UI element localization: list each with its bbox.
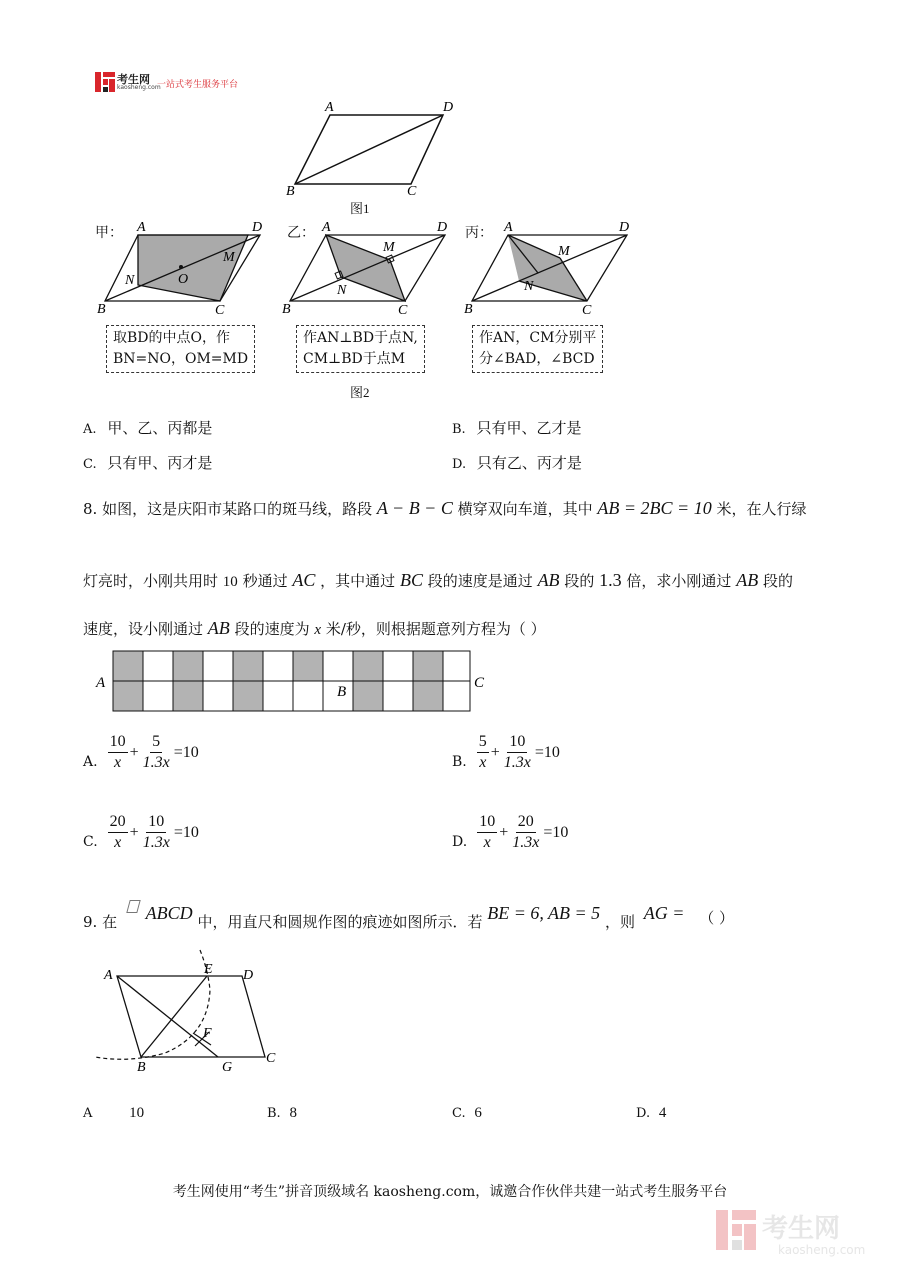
q8-c-n2: 10	[146, 813, 166, 833]
q9-label-f: F	[203, 1026, 212, 1041]
brand-name: 考生网	[117, 73, 150, 86]
q8-d-n2: 20	[516, 813, 536, 833]
yi-label-d: D	[437, 220, 448, 235]
q9-t3: ，则	[604, 913, 635, 931]
q8-option-a-frac1	[108, 733, 128, 772]
q7-option-c	[83, 453, 212, 475]
q8-option-b-frac2	[502, 733, 533, 772]
q8-l2-t1: 灯亮时，小刚共用时	[83, 572, 219, 590]
q9-given: BE = 6, AB = 5	[487, 903, 601, 923]
q9-paren: （ ）	[699, 909, 734, 927]
q8-d-op: +	[499, 823, 509, 841]
q9-label-g: G	[222, 1060, 233, 1075]
q8-c-d1: x	[114, 834, 122, 851]
figure-1	[280, 96, 470, 196]
parallelogram-symbol-icon	[126, 900, 140, 913]
q7-option-d	[452, 453, 582, 475]
q9-label-b: B	[137, 1060, 146, 1075]
q8-l2-ac: AC	[292, 570, 316, 590]
bing-note-box	[472, 325, 603, 373]
q9-option-a	[83, 1102, 144, 1124]
q8-d-rhs: =10	[543, 823, 569, 841]
q8-b-d2: 1.3x	[503, 754, 531, 771]
q8-a-n2: 5	[150, 733, 162, 753]
yi-label-a: A	[322, 220, 331, 235]
q8-l3-t1: 速度，设小刚通过	[83, 620, 204, 638]
jia-note-line1: 取BD的中点O，作	[113, 330, 230, 346]
yi-label-n: N	[337, 283, 347, 298]
q7-option-c-letter: C.	[83, 457, 97, 472]
q8-b-op: +	[490, 743, 500, 761]
q8-d-d2: 1.3x	[512, 834, 540, 851]
figure-2-bing	[462, 216, 642, 321]
q8-l1-prefix: 8. 如图，这是庆阳市某路口的斑马线，路段	[83, 500, 373, 518]
watermark-name: 考生网	[762, 1214, 841, 1244]
q8-l2-secs: 10	[222, 574, 238, 590]
q8-line-2	[83, 570, 793, 592]
q8-c-d2: 1.3x	[142, 834, 170, 851]
q8-option-b-letter: B.	[452, 754, 467, 770]
yi-label-m: M	[383, 240, 395, 255]
q7-option-d-letter: D.	[452, 457, 467, 472]
q8-option-a-frac2	[141, 733, 172, 772]
fig1-label-a: A	[325, 100, 334, 115]
q8-l2-t3: ，其中通过	[320, 572, 396, 590]
q8-c-op: +	[129, 823, 139, 841]
zebra-label-b: B	[337, 684, 347, 700]
jia-label-c: C	[215, 303, 225, 318]
figure-2-yi	[280, 216, 460, 321]
q8-c-rhs: =10	[173, 823, 199, 841]
fig1-label-d: D	[443, 100, 454, 115]
q9-label-e: E	[204, 962, 213, 977]
jia-note-box	[106, 325, 255, 373]
q8-l3-t3: 米/秒，则根据题意列方程为（ ）	[325, 620, 546, 638]
q9-option-b-letter: B.	[267, 1106, 281, 1121]
yi-tag: 乙：	[287, 225, 315, 241]
q8-l3-ab: AB	[207, 618, 230, 638]
q8-l3-t2: 段的速度为	[234, 620, 310, 638]
q8-option-d-letter: D.	[452, 834, 468, 850]
jia-label-b: B	[97, 302, 106, 317]
figure-2-caption: 图2	[350, 385, 370, 400]
q9-option-a-text: 10	[129, 1105, 145, 1121]
q8-d-n1: 10	[477, 813, 497, 833]
q9-t1: 9. 在	[83, 913, 118, 931]
bing-label-m: M	[558, 244, 570, 259]
q9-option-d-letter: D.	[636, 1106, 651, 1121]
q8-option-d-frac2	[510, 813, 541, 852]
header-logo	[95, 72, 265, 94]
q8-a-d2: 1.3x	[142, 754, 170, 771]
q8-option-a	[83, 733, 201, 772]
jia-label-d: D	[252, 220, 263, 235]
q9-option-d-text: 4	[658, 1105, 667, 1121]
brand-slogan: 一站式考生服务平台	[157, 80, 239, 90]
q8-option-c-frac2	[141, 813, 172, 852]
jia-label-o: O	[178, 272, 189, 287]
bing-note-line1: 作AN，CM分别平	[479, 330, 597, 346]
q8-a-op: +	[129, 743, 139, 761]
q9-figure	[90, 945, 290, 1075]
q9-option-c	[452, 1102, 482, 1124]
q8-d-d1: x	[483, 834, 491, 851]
q8-line-3	[83, 618, 546, 640]
q9-option-c-letter: C.	[452, 1106, 466, 1121]
brand-logo-icon	[95, 72, 115, 92]
q8-option-d-frac1	[477, 813, 497, 852]
jia-label-n: N	[125, 273, 135, 288]
q7-option-a	[83, 418, 212, 440]
jia-tag: 甲：	[95, 225, 123, 241]
q8-a-rhs: =10	[173, 743, 199, 761]
q8-zebra-figure	[93, 645, 493, 717]
q8-line-1	[83, 498, 807, 519]
q8-l2-bc: BC	[399, 570, 423, 590]
watermark-domain: kaosheng.com	[778, 1243, 866, 1257]
yi-label-b: B	[282, 302, 291, 317]
q8-b-d1: x	[479, 754, 487, 771]
q8-l2-t6: 倍，求小刚通过	[626, 572, 732, 590]
jia-label-a: A	[137, 220, 146, 235]
bing-label-d: D	[619, 220, 630, 235]
yi-note-line1: 作AN⊥BD于点N,	[303, 330, 418, 346]
watermark-logo-icon	[716, 1210, 756, 1250]
zebra-label-a: A	[96, 675, 106, 691]
bing-label-c: C	[582, 303, 592, 318]
q9-label-a: A	[104, 968, 113, 983]
q7-option-d-text: 只有乙、丙才是	[476, 454, 582, 472]
q8-b-n2: 10	[507, 733, 527, 753]
q8-b-rhs: =10	[534, 743, 560, 761]
q9-option-b	[267, 1102, 297, 1124]
q9-line	[83, 900, 734, 931]
q7-option-b-text: 只有甲、乙才是	[476, 419, 582, 437]
q8-option-c	[83, 813, 201, 852]
q8-l2-t4: 段的速度是通过	[427, 572, 533, 590]
q8-l2-ratio: 1.3	[599, 570, 622, 590]
q8-option-b-frac1	[477, 733, 489, 772]
q9-t2: 中，用直尺和圆规作图的痕迹如图所示．若	[197, 913, 483, 931]
q7-option-c-text: 只有甲、丙才是	[107, 454, 213, 472]
q8-l2-t5: 段的	[564, 572, 595, 590]
q9-option-b-text: 8	[289, 1105, 297, 1121]
bing-label-a: A	[504, 220, 513, 235]
q8-b-n1: 5	[477, 733, 489, 753]
q8-l1-suffix: 米，在人行绿	[716, 500, 807, 518]
q9-option-c-text: 6	[474, 1105, 482, 1121]
q8-option-c-letter: C.	[83, 834, 98, 850]
q7-option-a-letter: A.	[83, 422, 97, 437]
q8-l2-ab2: AB	[736, 570, 759, 590]
figure-1-caption: 图1	[350, 201, 370, 216]
bing-label-b: B	[464, 302, 473, 317]
q9-label-d: D	[243, 968, 254, 983]
q8-a-n1: 10	[108, 733, 128, 753]
q8-option-c-frac1	[108, 813, 128, 852]
q8-l1-equation: AB = 2BC = 10	[597, 498, 712, 518]
yi-note-box	[296, 325, 425, 373]
q8-l2-ab: AB	[537, 570, 560, 590]
q8-a-d1: x	[114, 754, 122, 771]
yi-note-line2: CM⊥BD于点M	[303, 351, 406, 367]
q8-option-d	[452, 813, 570, 852]
q8-option-a-letter: A.	[83, 754, 98, 770]
q7-option-a-text: 甲、乙、丙都是	[107, 419, 213, 437]
q9-option-a-letter: A	[83, 1106, 93, 1121]
fig1-label-b: B	[286, 184, 295, 196]
jia-label-m: M	[223, 250, 235, 265]
figure-2-jia	[95, 216, 275, 321]
q9-shape: ABCD	[145, 903, 193, 923]
zebra-label-c: C	[474, 675, 485, 691]
bing-note-line2: 分∠BAD，∠BCD	[479, 351, 595, 367]
jia-note-line2: BN=NO，OM=MD	[113, 351, 249, 367]
q9-label-c: C	[266, 1051, 276, 1066]
q8-c-n1: 20	[108, 813, 128, 833]
q8-option-b	[452, 733, 562, 772]
watermark-logo	[716, 1210, 886, 1265]
q7-option-b	[452, 418, 581, 440]
q9-option-d	[636, 1102, 666, 1124]
q8-l2-t7: 段的	[763, 572, 794, 590]
q9-ask: AG =	[643, 903, 685, 923]
q8-l2-t2: 秒通过	[242, 572, 288, 590]
bing-label-n: N	[524, 279, 534, 294]
q7-option-b-letter: B.	[452, 422, 466, 437]
bing-tag: 丙：	[465, 225, 493, 241]
footer-text: 考生网使用“考生”拼音顶级域名 kaosheng.com，诚邀合作伙伴共建一站式考生服务平台	[172, 1184, 728, 1200]
yi-label-c: C	[398, 303, 408, 318]
q8-l1-mid: 横穿双向车道，其中	[457, 500, 593, 518]
brand-domain: kaosheng.com	[117, 84, 161, 91]
q8-l3-x: x	[314, 622, 322, 638]
fig1-label-c: C	[407, 184, 417, 196]
q8-l1-segment: A − B − C	[376, 498, 453, 518]
